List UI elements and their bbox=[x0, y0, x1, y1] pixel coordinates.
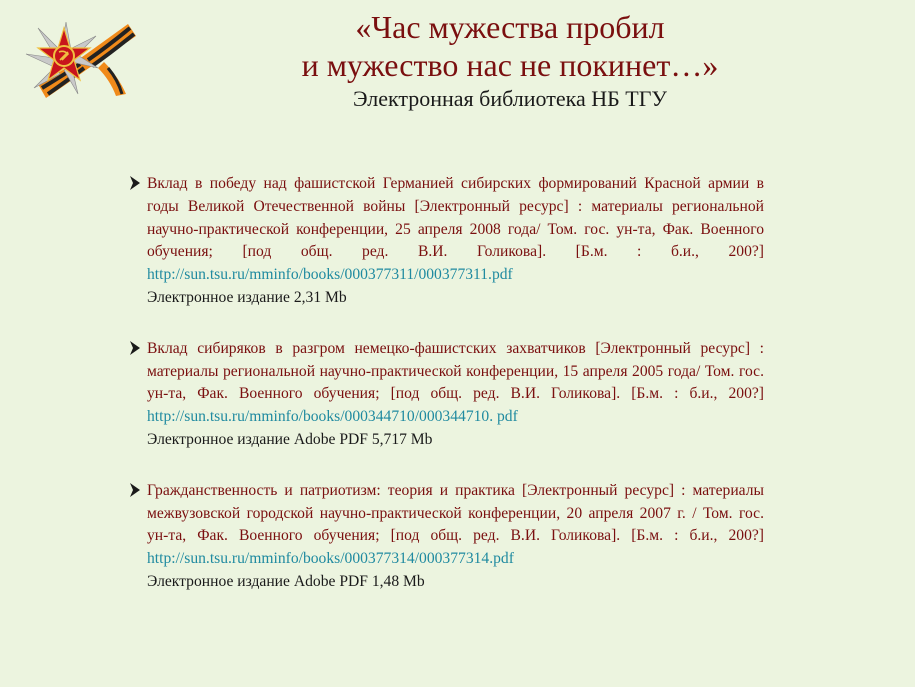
entry-link[interactable]: http://sun.tsu.ru/mminfo/books/000344710/000344710. pdf bbox=[147, 408, 518, 426]
entry-link[interactable]: http://sun.tsu.ru/mminfo/books/000377314/000377314.pdf bbox=[147, 550, 514, 568]
bibliography-list bbox=[127, 173, 764, 622]
list-item bbox=[127, 480, 764, 594]
list-item bbox=[127, 173, 764, 310]
entry-text bbox=[147, 173, 764, 287]
entry-format: Электронное издание Adobe PDF 1,48 Mb bbox=[147, 572, 425, 590]
page-title-line-1: «Час мужества пробил bbox=[355, 9, 665, 45]
entry-text bbox=[147, 480, 764, 571]
entry-format: Электронное издание Adobe PDF 5,717 Mb bbox=[147, 430, 433, 448]
page-title-line-2: и мужество нас не покинет…» bbox=[301, 47, 719, 83]
order-of-patriotic-war-icon bbox=[18, 14, 140, 106]
entry-description: Вклад в победу над фашистской Германией сибирских формирований Красной армии в годы Великой Отечественной войны [Электронный ресурс] : материалы региональной научно-практической конференции, 25 апреля 2008 года/ Том. гос. ун-та, Фак. Военного обучения; [под общ. ред. В.И. Голикова]. [Б.м. : б.и., 200?] bbox=[147, 175, 764, 261]
entry-format: Электронное издание 2,31 Mb bbox=[147, 288, 347, 306]
entry-description: Гражданственность и патриотизм: теория и практика [Электронный ресурс] : материалы межвузовской городской научно-практической конференции, 20 апреля 2007 г. / Том. гос. ун-та, Фак. Военного обучения; [под общ. ред. В.И. Голикова]. [Б.м. : б.и., 200?] bbox=[147, 481, 764, 545]
entry-description: Вклад сибиряков в разгром немецко-фашистских захватчиков [Электронный ресурс] : материалы региональной научно-практической конференции, 15 апреля 2005 года/ Том. гос. ун-та, Фак. Военного обучения; [под общ. ред. В.И. Голикова]. [Б.м. : б.и., 200?] bbox=[147, 339, 764, 403]
entry-link[interactable]: http://sun.tsu.ru/mminfo/books/000377311/000377311.pdf bbox=[147, 266, 513, 284]
arrow-bullet-icon bbox=[129, 340, 141, 356]
page-subtitle: Электронная библиотека НБ ТГУ bbox=[352, 86, 667, 111]
arrow-bullet-icon bbox=[129, 175, 141, 191]
header bbox=[200, 8, 820, 112]
entry-text bbox=[147, 338, 764, 429]
arrow-bullet-icon bbox=[129, 482, 141, 498]
list-item bbox=[127, 338, 764, 452]
